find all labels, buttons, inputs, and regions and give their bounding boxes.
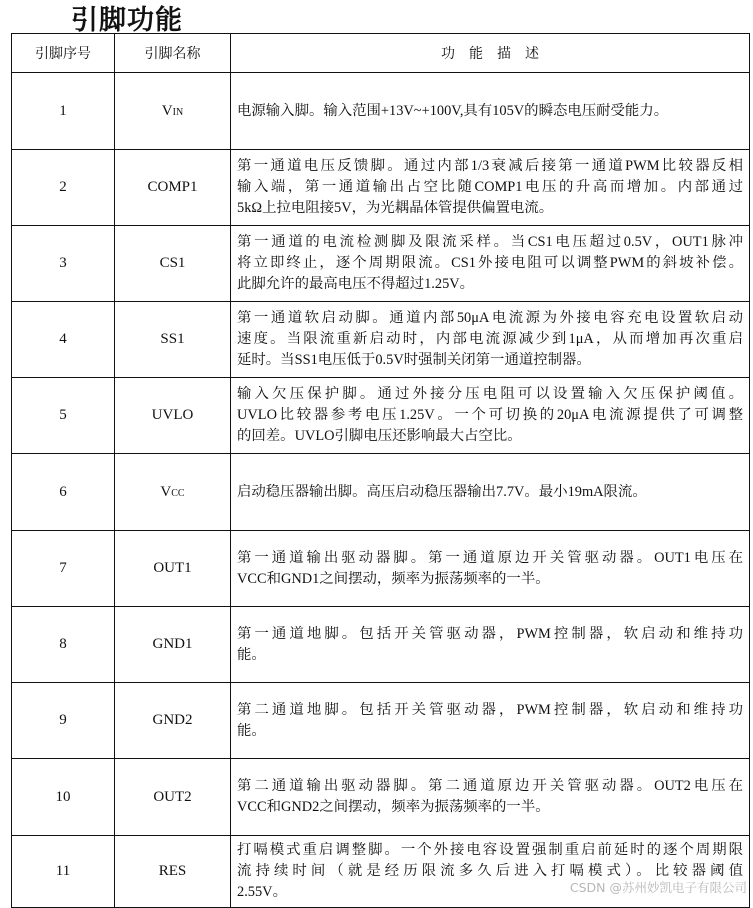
- description-line: 打嗝模式重启调整脚。一个外接电容设置强制重启前延时的逐个周期限: [237, 842, 743, 858]
- pin-function-table: [11, 33, 750, 908]
- pin-name: [115, 226, 231, 302]
- description-line: 第一通道的电流检测脚及限流采样。当CS1电压超过0.5V，OUT1脉冲: [237, 234, 743, 250]
- description-line: 输入端，第一通道输出占空比随COMP1电压的升高而增加。内部通过: [237, 179, 743, 195]
- description-line: 速度。当限流重新启动时，内部电流源减少到1μA，从而增加再次重启: [237, 331, 743, 347]
- description-line: VCC和GND2之间摆动，频率为振荡频率的一半。: [237, 799, 550, 815]
- table-row: [12, 226, 750, 302]
- pin-name: [115, 683, 231, 759]
- pin-number: 6: [12, 454, 115, 531]
- pin-name: [115, 836, 231, 908]
- pin-name-subscript: CC: [171, 487, 185, 499]
- table-row: [12, 759, 750, 836]
- description-line: 第二通道输出驱动器脚。第二通道原边开关管驱动器。OUT2电压在: [237, 778, 743, 794]
- pin-name: [115, 759, 231, 836]
- pin-description: [231, 302, 750, 378]
- pin-name-subscript: IN: [172, 106, 184, 118]
- table-row: [12, 73, 750, 150]
- description-line: 此脚允许的最高电压不得超过1.25V。: [237, 276, 475, 292]
- pin-name-text: CS1: [159, 255, 186, 271]
- pin-number: 1: [12, 73, 115, 150]
- description-line: VCC和GND1之间摆动，频率为振荡频率的一半。: [237, 570, 550, 587]
- pin-name-text: V: [161, 102, 173, 119]
- pin-number: 2: [12, 150, 115, 226]
- pin-number: 9: [12, 683, 115, 759]
- pin-description: [231, 836, 750, 908]
- description-line: 第二通道地脚。包括开关管驱动器，PWM控制器，软启动和维持功: [237, 701, 743, 718]
- description-line: 输入欠压保护脚。通过外接分压电阻可以设置输入欠压保护阈值。: [237, 386, 743, 402]
- pin-number: 11: [12, 836, 115, 908]
- description-line: 第一通道电压反馈脚。通过内部1/3衰减后接第一通道PWM比较器反相: [237, 158, 743, 174]
- pin-name-text: V: [160, 483, 172, 500]
- description-line: 流持续时间（就是经历限流多久后进入打嗝模式）。比较器阈值: [237, 863, 743, 879]
- pin-name: [115, 454, 231, 531]
- description-line: 能。: [237, 722, 266, 739]
- pin-description: [231, 607, 750, 683]
- description-line: 第一通道软启动脚。通道内部50μA电流源为外接电容充电设置软启动: [237, 310, 743, 326]
- description-line: 第一通道输出驱动器脚。第一通道原边开关管驱动器。OUT1电压在: [237, 549, 743, 566]
- pin-number: 3: [12, 226, 115, 302]
- header-pin-number: 引脚序号: [12, 34, 115, 73]
- table-row: [12, 150, 750, 226]
- pin-name-text: OUT2: [153, 788, 192, 805]
- header-pin-name: 引脚名称: [115, 34, 231, 73]
- pin-name: [115, 531, 231, 607]
- pin-number: 4: [12, 302, 115, 378]
- pin-description: [231, 378, 750, 454]
- table-row: [12, 683, 750, 759]
- table-row: [12, 531, 750, 607]
- pin-description: [231, 759, 750, 836]
- pin-description: [231, 73, 750, 150]
- description-line: 2.55V。: [237, 884, 287, 900]
- description-line: 延时。当SS1电压低于0.5V时强制关闭第一通道控制器。: [237, 352, 591, 368]
- pin-name-text: UVLO: [151, 407, 194, 423]
- pin-name-text: GND2: [152, 712, 193, 728]
- description-line: 将立即终止，逐个周期限流。CS1外接电阻可以调整PWM的斜坡补偿。: [237, 255, 743, 271]
- pin-description: [231, 226, 750, 302]
- description-line: 的回差。UVLO引脚电压还影响最大占空比。: [237, 428, 522, 444]
- pin-name: [115, 150, 231, 226]
- pin-name-text: RES: [158, 863, 187, 879]
- pin-name-text: GND1: [152, 636, 193, 652]
- description-line: 5kΩ上拉电阻接5V，为光耦晶体管提供偏置电流。: [237, 200, 554, 216]
- pin-name-text: OUT1: [153, 560, 192, 576]
- description-line: UVLO比较器参考电压1.25V。一个可切换的20μA电流源提供了可调整: [237, 407, 743, 423]
- pin-name: [115, 378, 231, 454]
- pin-name-text: COMP1: [147, 179, 198, 195]
- table-row: [12, 836, 750, 908]
- pin-name: [115, 607, 231, 683]
- pin-description: [231, 454, 750, 531]
- table-row: [12, 378, 750, 454]
- pin-number: 5: [12, 378, 115, 454]
- watermark: CSDN @苏州妙凯电子有限公司: [569, 880, 747, 895]
- pin-number: 7: [12, 531, 115, 607]
- pin-description: [231, 150, 750, 226]
- table-row: [12, 454, 750, 531]
- header-description: 功 能 描 述: [231, 34, 750, 73]
- pin-number: 10: [12, 759, 115, 836]
- pin-number: 8: [12, 607, 115, 683]
- table-row: [12, 302, 750, 378]
- pin-name-text: SS1: [160, 331, 185, 347]
- description-line: 能。: [237, 646, 266, 663]
- pin-name: [115, 73, 231, 150]
- pin-description: [231, 531, 750, 607]
- description-line: 第一通道地脚。包括开关管驱动器，PWM控制器，软启动和维持功: [237, 625, 743, 642]
- description-line: 电源输入脚。输入范围+13V~+100V,具有105V的瞬态电压耐受能力。: [237, 102, 669, 119]
- pin-description: [231, 683, 750, 759]
- section-title: 引脚功能: [71, 5, 183, 36]
- description-line: 启动稳压器输出脚。高压启动稳压器输出7.7V。最小19mA限流。: [237, 483, 647, 500]
- table-header-row: [12, 34, 750, 73]
- pin-name: [115, 302, 231, 378]
- table-row: [12, 607, 750, 683]
